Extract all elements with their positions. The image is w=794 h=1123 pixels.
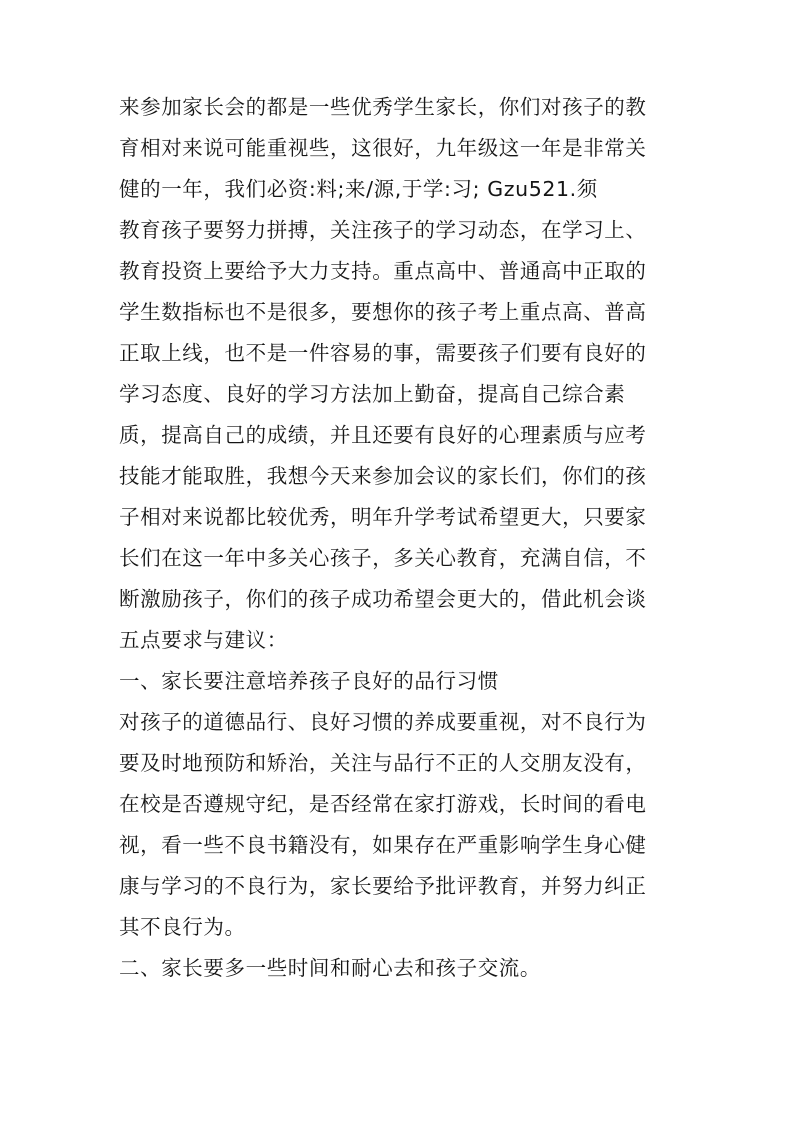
section-heading: 二、家长要多一些时间和耐心去和孩子交流。 xyxy=(119,956,541,980)
text-line: 要及时地预防和矫治，关注与品行不正的人交朋友没有， xyxy=(119,751,647,775)
text-line: 学生数指标也不是很多，要想你的孩子考上重点高、普高 xyxy=(119,300,647,324)
text-line: 育相对来说可能重视些，这很好，九年级这一年是非常关 xyxy=(119,136,647,160)
text-line: 在校是否遵规守纪，是否经常在家打游戏，长时间的看电 xyxy=(119,792,647,816)
text-line: 康与学习的不良行为，家长要给予批评教育，并努力纠正 xyxy=(119,874,647,898)
text-line: 学习态度、良好的学习方法加上勤奋，提高自己综合素 xyxy=(119,382,626,406)
body-text xyxy=(119,87,689,989)
text-line: 教育投资上要给予大力支持。重点高中、普通高中正取的 xyxy=(119,259,647,283)
text-line: 来参加家长会的都是一些优秀学生家长，你们对孩子的教 xyxy=(119,95,647,119)
text-line: 健的一年，我们必资:料;来/源,于学:习; Gzu521.须 xyxy=(119,177,598,201)
text-line: 对孩子的道德品行、良好习惯的养成要重视，对不良行为 xyxy=(119,710,647,734)
text-line: 断激励孩子，你们的孩子成功希望会更大的，借此机会谈 xyxy=(119,587,647,611)
text-line: 其不良行为。 xyxy=(119,915,246,939)
section-heading: 一、家长要注意培养孩子良好的品行习惯 xyxy=(119,669,499,693)
text-line: 五点要求与建议： xyxy=(119,628,288,652)
text-line: 教育孩子要努力拼搏，关注孩子的学习动态，在学习上、 xyxy=(119,218,647,242)
text-line: 质，提高自己的成绩，并且还要有良好的心理素质与应考 xyxy=(119,423,647,447)
text-line: 技能才能取胜，我想今天来参加会议的家长们，你们的孩 xyxy=(119,464,647,488)
text-line: 视，看一些不良书籍没有，如果存在严重影响学生身心健 xyxy=(119,833,647,857)
text-line: 长们在这一年中多关心孩子，多关心教育，充满自信，不 xyxy=(119,546,647,570)
text-line: 正取上线，也不是一件容易的事，需要孩子们要有良好的 xyxy=(119,341,647,365)
text-line: 子相对来说都比较优秀，明年升学考试希望更大，只要家 xyxy=(119,505,647,529)
